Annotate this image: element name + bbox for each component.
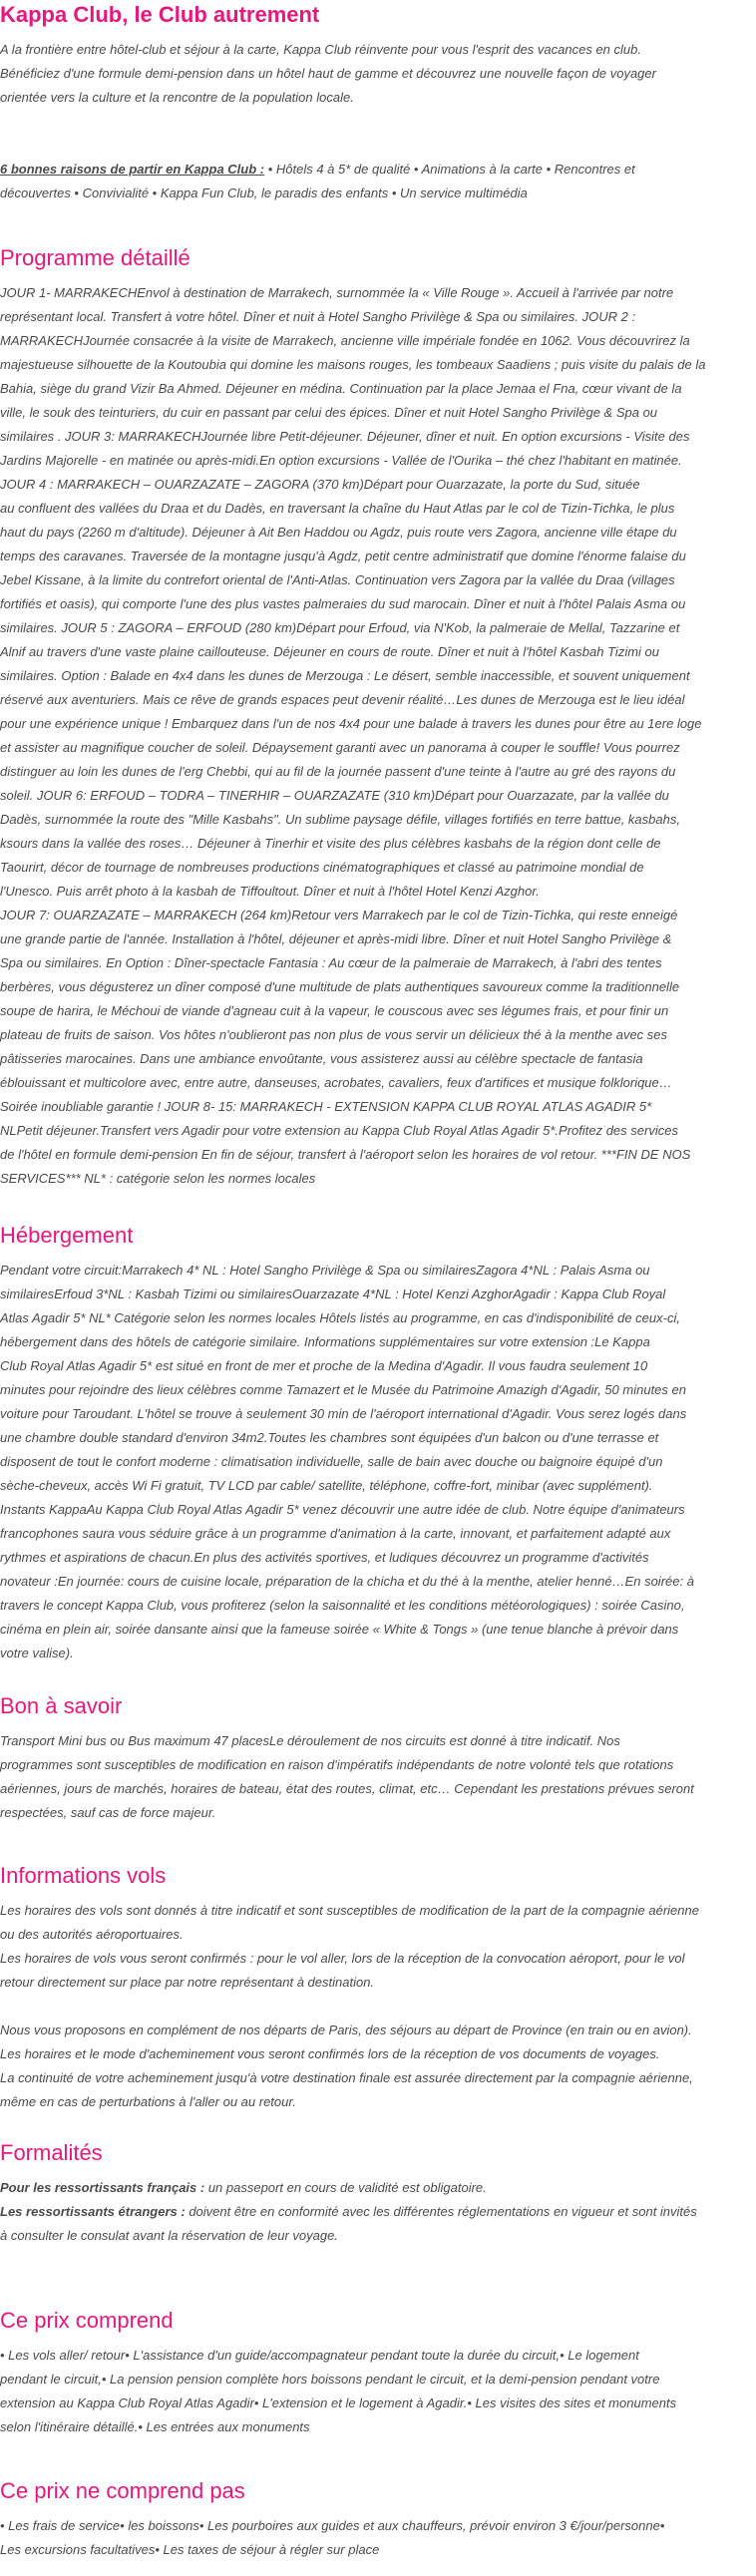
text-line: extension au Kappa Club Royal Atlas Agadir• L'extension et le logement à Agadir.• Les visites des sites et monuments <box>0 2395 677 2410</box>
formalites-line <box>0 2176 756 2200</box>
reasons-text: • Hôtels 4 à 5* de qualité • Animations à la carte • Rencontres et <box>264 162 635 177</box>
text-line: similaires. JOUR 5 : ZAGORA – ERFOUD (280 km)Départ pour Erfoud, via N'Kob, la palmeraie de Mellal, Tazzarine et <box>0 620 680 635</box>
vols-section <box>0 1861 756 2114</box>
text-line: de l'hôtel en formule demi-pension En fin de séjour, transfert à l'aéroport selon les horaires de vol retour. ***FIN DE NOS <box>0 1147 691 1162</box>
text-line: votre valise). <box>0 1646 74 1660</box>
intro-line: orientée vers la culture et la rencontre de la population locale. <box>0 90 354 105</box>
text-line: NLPetit déjeuner.Transfert vers Agadir pour votre extension au Kappa Club Royal Atlas Agadir 5*.Profitez des services <box>0 1123 678 1138</box>
text-line: rythmes et aspirations de chacun.En plus des activités sportives, et ludiques découvrez un programme d'activités <box>0 1550 649 1565</box>
text-line: similairesErfoud 3*NL : Kasbah Tizimi ou similairesOuarzazate 4*NL : Hotel Kenzi AzghorAgadir : Kappa Club Royal <box>0 1287 666 1301</box>
text-line: similaires . JOUR 3: MARRAKECHJournée libre Petit-déjeuner. Déjeuner, dîner et nuit. En option excursions - Visite des <box>0 429 690 444</box>
formalites-label: Pour les ressortissants français : <box>0 2180 205 2195</box>
hebergement-title: Hébergement <box>0 1223 134 1248</box>
text-line: représentant local. Transfert à votre hôtel. Dîner et nuit à Hotel Sangho Privilège & Spa ou similaires. JOUR 2 : <box>0 309 636 324</box>
necomprend-section <box>0 2476 756 2562</box>
vols-text <box>0 1899 756 2114</box>
text-line: • Les frais de service• les boissons• Les pourboires aux guides et aux chauffeurs, prévoir environ 3 €/jour/personne• <box>0 2518 665 2533</box>
text-line: JOUR 4 : MARRAKECH – OUARZAZATE – ZAGORA (370 km)Départ pour Ouarzazate, la porte du Sud, située <box>0 477 640 492</box>
text-line: Les horaires des vols sont donnés à titre indicatif et sont susceptibles de modification de la part de la compagnie aérienne <box>0 1903 699 1918</box>
text-line: La continuité de votre acheminement jusqu'à votre destination finale est assurée directement par la compagnie aérienne, <box>0 2070 693 2085</box>
text-line: l'Unesco. Puis arrêt photo à la kasbah de Tiffoultout. Dîner et nuit à l'hôtel Hotel Kenzi Azghor. <box>0 884 540 899</box>
text-line: haut du pays (2260 m d'altitude). Déjeuner à Ait Ben Haddou ou Agdz, puis route vers Zagora, ancienne ville étape du <box>0 525 677 540</box>
programme-title: Programme détaillé <box>0 245 190 270</box>
text-line: Jebel Kissane, à la limite du contrefort oriental de l'Anti-Atlas. Continuation vers Zagora par la vallée du Draa (villages <box>0 572 675 587</box>
programme-section <box>0 243 756 1191</box>
text-line: Dadès, surnommée la route des "Mille Kasbahs". Un sublime paysage défile, villages fortifiés en terre battue, kasbahs, <box>0 812 680 827</box>
text-line: réservé aux aventuriers. Mais ce rêve de grands espaces peut devenir réalité…Les dunes de Merzouga est le lieu idéal <box>0 692 685 707</box>
formalites-title: Formalités <box>0 2140 103 2165</box>
text-line: sèche-cheveux, accès Wi Fi gratuit, TV LCD par cable/ satellite, téléphone, coffre-fort, minibar (avec supplément). <box>0 1478 653 1493</box>
text-line: au confluent des vallées du Draa et du Dadès, en traversant la chaîne du Haut Atlas par le col de Tizin-Tichka, le plus <box>0 501 675 516</box>
text-line: Les horaires de vols vous seront confirmés : pour le vol aller, lors de la réception de la convocation aéroport, pour le vol <box>0 1951 685 1966</box>
formalites-text: un passeport en cours de validité est obligatoire. <box>204 2180 487 2195</box>
text-line: Pendant votre circuit:Marrakech 4* NL : Hotel Sangho Privilège & Spa ou similairesZagora 4*NL : Palais Asma ou <box>0 1263 650 1278</box>
text-line: retour directement sur place par notre représentant à destination. <box>0 1975 375 1990</box>
text-line: pendant le circuit,• La pension pension complète hors boissons pendant le circuit, et la demi-pension pendant votre <box>0 2372 660 2387</box>
necomprend-title: Ce prix ne comprend pas <box>0 2478 245 2503</box>
text-line: pâtisseries marocaines. Dans une ambiance envoûtante, vous assisterez aussi au célèbre spectacle de fantasia <box>0 1051 643 1066</box>
text-line: soleil. JOUR 6: ERFOUD – TODRA – TINERHIR – OUARZAZATE (310 km)Départ pour Ouarzazate, par la vallée du <box>0 788 669 803</box>
text-line: travers le concept Kappa Club, vous profiterez (selon la saisonnalité et les conditions météorologiques) : soirée Casino, <box>0 1598 685 1613</box>
formalites-text: doivent être en conformité avec les différentes réglementations en vigueur et sont invités <box>185 2204 697 2219</box>
text-line: novateur :En journée: cours de cuisine locale, préparation de la chicha et du thé à la menthe, atelier henné…En soirée: à <box>0 1574 694 1589</box>
comprend-title: Ce prix comprend <box>0 2308 174 2333</box>
text-line: Taourirt, décor de tournage de nombreuses productions cinématographiques et classé au patrimoine mondial de <box>0 860 644 875</box>
text-line: distinguer au loin les dunes de l'erg Chebbi, qui au fil de la journée passent d'une teinte à l'autre au gré des rayons du <box>0 764 676 779</box>
text-line: fortifiés et oasis), qui comporte l'une des plus vastes palmeraies du sud marocain. Dîner et nuit à l'hôtel Palais Asma ou <box>0 596 686 611</box>
text-line <box>0 1995 756 2019</box>
intro-line: A la frontière entre hôtel-club et séjour à la carte, Kappa Club réinvente pour vous l'esprit des vacances en club. <box>0 42 641 57</box>
text-line: une chambre double standard d'environ 34m2.Toutes les chambres sont équipées d'un balcon ou d'une terrasse et <box>0 1430 659 1445</box>
text-line: • Les vols aller/ retour• L'assistance d'un guide/accompagnateur pendant toute la durée du circuit,• Le logement <box>0 2348 639 2363</box>
text-line: éblouissant et multicolore avec, entre autre, danseuses, acrobates, cavaliers, feux d'artifices et musique folklorique… <box>0 1075 672 1090</box>
text-line: même en cas de perturbations à l'aller ou au retour. <box>0 2094 296 2109</box>
text-line: Transport Mini bus ou Bus maximum 47 placesLe déroulement de nos circuits est donné à titre indicatif. Nos <box>0 1733 620 1748</box>
text-line: berbères, vous dégusterez un dîner composé d'une multitude de plats authentiques savoureux comme la traditionnelle <box>0 979 680 994</box>
text-line: Bahia, siège du grand Vizir Ba Ahmed. Déjeuner en médina. Continuation par la place Jemaa el Fna, cœur vivant de la <box>0 381 682 396</box>
intro-line: Bénéficiez d'une formule demi-pension dans un hôtel haut de gamme et découvrez une nouvelle façon de voyager <box>0 66 656 81</box>
text-line: Club Royal Atlas Agadir 5* est situé en front de mer et proche de la Medina d'Agadir. Il vous faudra seulement 10 <box>0 1358 648 1373</box>
text-line: minutes pour rejoindre des lieux célèbres comme Tamazert et le Musée du Patrimoine Amazigh d'Agadir, 50 minutes en <box>0 1382 686 1397</box>
reasons-label: 6 bonnes raisons de partir en Kappa Club : <box>0 162 265 177</box>
vols-title: Informations vols <box>0 1863 167 1888</box>
reasons-line <box>0 158 756 182</box>
text-line: soupe de harira, le Méchoui de viande d'agneau cuit à la vapeur, le couscous avec ses légumes frais, et pour finir un <box>0 1003 669 1018</box>
text-line: Nous vous proposons en complément de nos départs de Paris, des séjours au départ de Province (en train ou en avion). <box>0 2023 692 2037</box>
text-line: Les horaires et le mode d'acheminement vous seront confirmés lors de la réception de vos documents de voyages. <box>0 2046 660 2061</box>
text-line: Les excursions facultatives• Les taxes de séjour à régler sur place <box>0 2542 380 2557</box>
text-line: MARRAKECHJournée consacrée à la visite de Marrakech, ancienne ville impériale fondée en 1062. Vous découvrirez la <box>0 333 690 348</box>
formalites-line: à consulter le consulat avant la réservation de leur voyage. <box>0 2228 338 2243</box>
text-line: Atlas Agadir 5* NL* Catégorie selon les normes locales Hôtels listés au programme, en cas d'indisponibilité de ceux-ci, <box>0 1310 680 1325</box>
text-line: Jardins Majorelle - en matinée ou après-midi.En option excursions - Vallée de l'Ourika – thé chez l'habitant en matinée. <box>0 453 682 468</box>
text-line: et assister au magnifique coucher de soleil. Dépaysement garanti avec un panorama à couper le souffle! Vous pourrez <box>0 740 680 755</box>
formalites-label: Les ressortissants étrangers : <box>0 2204 186 2219</box>
text-line: majestueuse silhouette de la Koutoubia qui domine les maisons rouges, les tombeaux Saadiens ; puis visite du palais de la <box>0 357 706 372</box>
bonasavoir-text <box>0 1729 756 1825</box>
text-line: plateau de fruits de saison. Vos hôtes n'oublieront pas non plus de vous servir un délicieux thé à la menthe avec ses <box>0 1027 668 1042</box>
text-line: pour une expérience unique ! Embarquez dans l'un de nos 4x4 pour une balade à travers les dunes pour être au 1ere loge <box>0 716 702 731</box>
text-line: francophones saura vous séduire grâce à un programme d'animation à la carte, innovant, et parfaitement adapté aux <box>0 1526 671 1541</box>
text-line: ou des autorités aéroportuaires. <box>0 1927 184 1942</box>
text-line: cinéma en plein air, soirée dansante ainsi que la fameuse soirée « White & Tongs » (une tenue blanche à prévoir dans <box>0 1622 679 1637</box>
hebergement-section <box>0 1221 756 1665</box>
text-line: une grande partie de l'année. Installation à l'hôtel, déjeuner et après-midi libre. Dîner et nuit Hotel Sangho Privilège & <box>0 931 672 946</box>
intro-section <box>0 0 756 205</box>
text-line: aériennes, jours de marchés, horaires de bateau, état des routes, climat, etc… Cependant les prestations prévues seront <box>0 1781 694 1796</box>
bonasavoir-section <box>0 1691 756 1825</box>
text-line: hébergement dans des hôtels de catégorie similaire. Informations supplémentaires sur votre extension :Le Kappa <box>0 1334 650 1349</box>
comprend-section <box>0 2306 756 2439</box>
text-line: ksours dans la vallée des roses… Déjeuner à Tinerhir et visite des plus célèbres kasbahs de la région dont celle de <box>0 836 661 851</box>
hebergement-text <box>0 1259 756 1665</box>
text-line: JOUR 7: OUARZAZATE – MARRAKECH (264 km)Retour vers Marrakech par le col de Tizin-Tichka, qui reste enneigé <box>0 908 678 922</box>
text-line: voiture pour Taroudant. L'hôtel se trouve à seulement 30 min de l'aéroport international d'Agadir. Vous serez logés dans <box>0 1406 687 1421</box>
programme-text <box>0 281 756 1191</box>
intro-title: Kappa Club, le Club autrement <box>0 2 320 27</box>
bonasavoir-title: Bon à savoir <box>0 1693 123 1718</box>
text-line: Alnif au travers d'une vaste plaine caillouteuse. Déjeuner en cours de route. Dîner et nuit à l'hôtel Kasbah Tizimi ou <box>0 644 660 659</box>
text-line: Spa ou similaires. En Option : Dîner-spectacle Fantasia : Au cœur de la palmeraie de Marrakech, à l'abri des tentes <box>0 955 662 970</box>
text-line: programmes sont susceptibles de modification en raison d'impératifs indépendants de notre volonté tels que rotations <box>0 1757 674 1772</box>
text-line: temps des caravanes. Traversée de la montagne jusqu'à Agdz, petit centre administratif que domine l'énorme falaise du <box>0 549 686 563</box>
comprend-text <box>0 2344 756 2439</box>
text-line: Soirée inoubliable garantie ! JOUR 8- 15: MARRAKECH - EXTENSION KAPPA CLUB ROYAL ATLAS AGADIR 5* <box>0 1099 652 1114</box>
text-line: JOUR 1- MARRAKECHEnvol à destination de Marrakech, surnommée la « Ville Rouge ». Accueil à l'arrivée par notre <box>0 285 674 300</box>
reasons-line: découvertes • Convivialité • Kappa Fun Club, le paradis des enfants • Un service multimédia <box>0 185 528 200</box>
text-line: Instants KappaAu Kappa Club Royal Atlas Agadir 5* venez découvrir une autre idée de club. Notre équipe d'animateurs <box>0 1502 685 1517</box>
text-line: similaires. Option : Balade en 4x4 dans les dunes de Merzouga : Le désert, semble inaccessible, et souvent uniquement <box>0 668 690 683</box>
necomprend-text <box>0 2514 756 2562</box>
text-line: disposent de tout le confort moderne : climatisation individuelle, salle de bain avec douche ou baignoire équipé d'un <box>0 1454 663 1469</box>
text-line: selon l'itinéraire détaillé.• Les entrées aux monuments <box>0 2419 310 2434</box>
text-line: respectées, sauf cas de force majeur. <box>0 1805 216 1820</box>
formalites-line <box>0 2200 756 2224</box>
text-line: ville, le souk des teinturiers, du cuir en passant par celui des épices. Dîner et nuit Hotel Sangho Privilège & Spa ou <box>0 405 658 420</box>
formalites-section <box>0 2138 756 2248</box>
text-line: SERVICES*** NL* : catégorie selon les normes locales <box>0 1171 316 1186</box>
